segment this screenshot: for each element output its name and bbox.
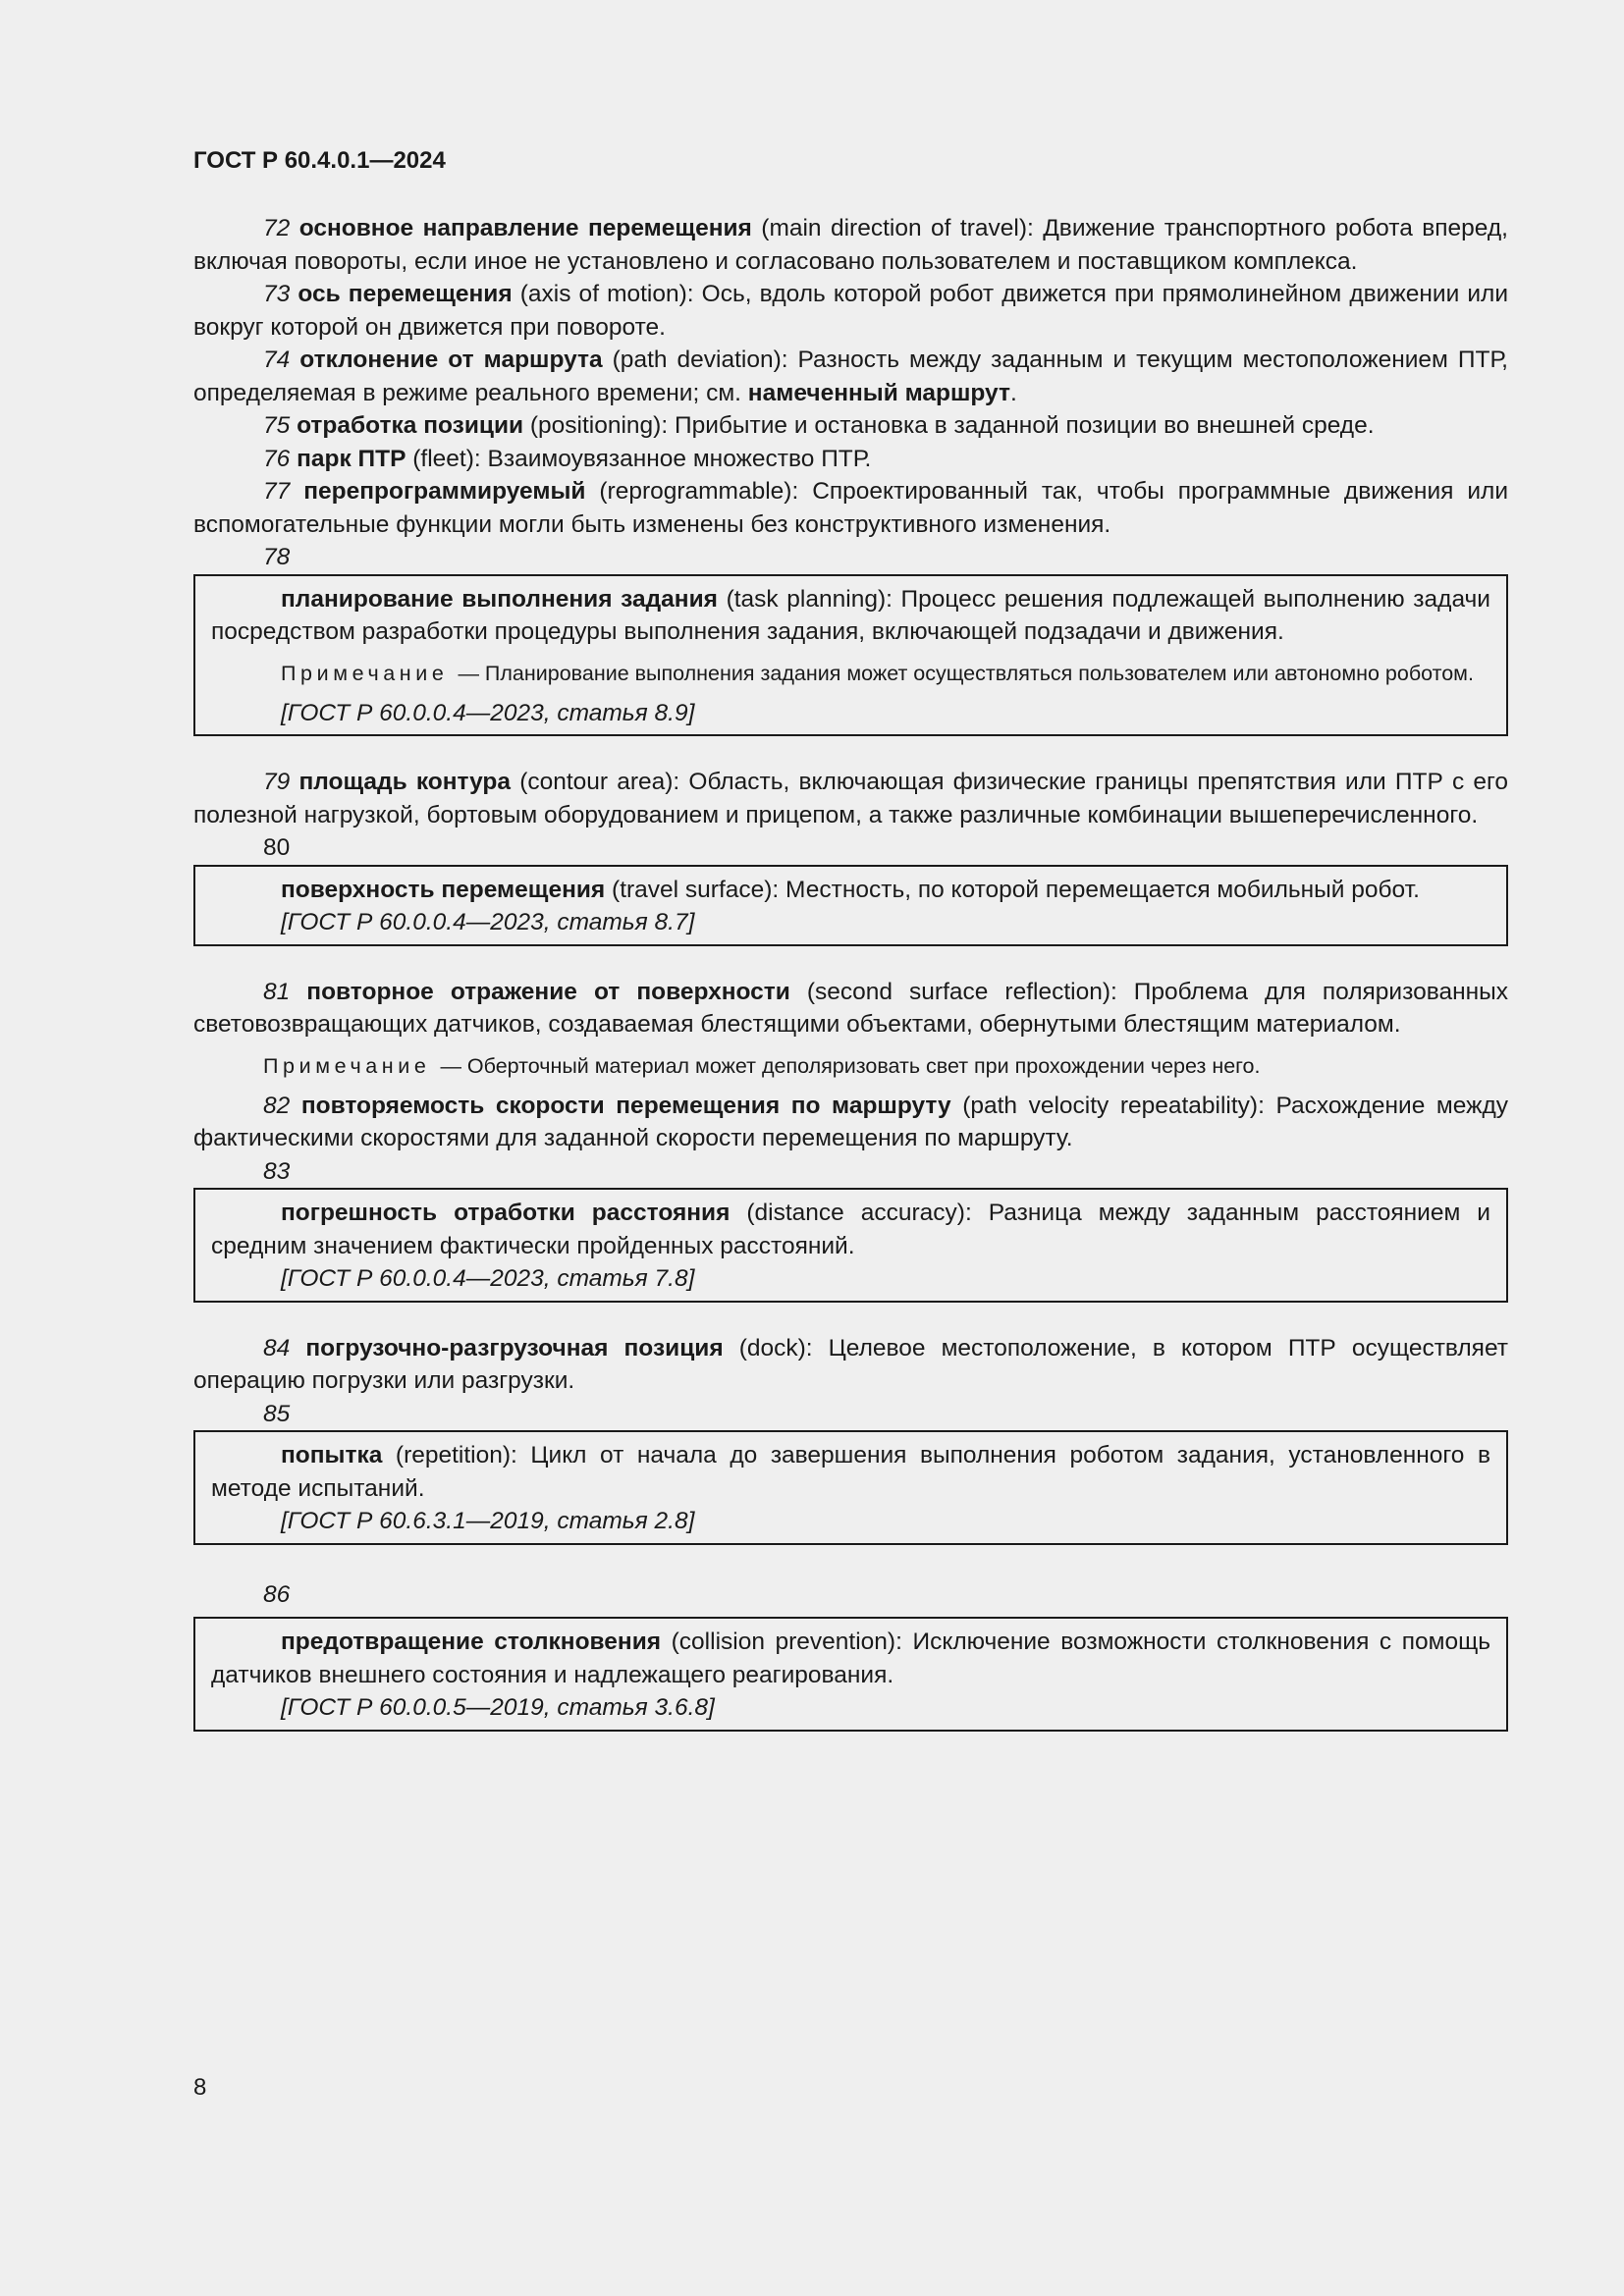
term-number: 77: [263, 478, 291, 505]
term-definition: (reprogrammable): Спроектированный так, чтобы программные движения или вспомогательные функции могли быть изменены без конструктивного изменения.: [193, 478, 1509, 538]
source-reference-86: [ГОСТ Р 60.0.0.5—2019, статья 3.6.8]: [281, 1694, 715, 1721]
term-title: отклонение от маршрута: [299, 347, 603, 373]
term-title: погрузочно-разгрузочная позиция: [305, 1334, 724, 1362]
term-number: 84: [263, 1334, 291, 1362]
term-title: основное направление перемещения: [298, 215, 752, 241]
term-number: 82: [263, 1092, 291, 1119]
term-title: перепрограммируемый: [303, 478, 586, 505]
term-box-85: [193, 1430, 1508, 1545]
term-number: 76: [263, 445, 291, 472]
term-definition: (path deviation): Разность между заданным и текущим местоположением ПТР, определяемая в режиме реального времени; см.: [193, 347, 1508, 406]
term-entry-82: [193, 1090, 1508, 1155]
term-definition: (main direction of travel): Движение транспортного робота вперед, включая повороты, если иное не установлено и согласовано пользователем и поставщиком комплекса.: [193, 215, 1508, 275]
term-title: погрешность отработки расстояния: [281, 1200, 731, 1226]
term-entry-84: [193, 1332, 1508, 1398]
spacer: [193, 961, 1508, 976]
term-title: попытка: [281, 1442, 383, 1468]
term-number: 72: [263, 215, 291, 241]
term-entry-86: [211, 1626, 1490, 1691]
term-definition: (repetition): Цикл от начала до завершения выполнения роботом задания, установленного в методе испытаний.: [211, 1442, 1490, 1502]
term-number-78: 78: [263, 544, 291, 570]
term-definition: (travel surface): Местность, по которой перемещается мобильный робот.: [605, 876, 1420, 903]
source-reference-78: [ГОСТ Р 60.0.0.4—2023, статья 8.9]: [281, 699, 695, 726]
term-title: предотвращение столкновения: [281, 1629, 662, 1655]
term-note-81: [193, 1051, 1508, 1082]
spacer: [193, 1317, 1508, 1332]
term-box-78: [193, 574, 1508, 737]
term-definition: (dock): Целевое местоположение, в котором ПТР осуществляет операцию погрузки или разгрузки.: [193, 1334, 1508, 1394]
term-entry-78: [211, 583, 1490, 649]
page-number: 8: [193, 2074, 207, 2101]
term-number-80: 80: [263, 834, 291, 861]
term-note-78: [211, 659, 1490, 689]
term-box-83: [193, 1188, 1508, 1303]
term-definition: (collision prevention): Исключение возможности столкновения с помощь датчиков внешнего состояния и надлежащего реагирования.: [211, 1629, 1491, 1688]
term-definition: (positioning): Прибытие и остановка в заданной позиции во внешней среде.: [523, 412, 1375, 439]
term-entry-74: [193, 344, 1508, 409]
term-definition: (distance accuracy): Разница между заданным расстоянием и средним значением фактически пройденных расстояний.: [211, 1200, 1490, 1259]
term-entry-79: [193, 766, 1508, 831]
term-title: отработка позиции: [297, 412, 524, 439]
term-entry-83: [211, 1197, 1490, 1262]
term-number-83: 83: [263, 1157, 291, 1185]
term-number: 74: [263, 347, 291, 373]
cross-reference: намеченный маршрут: [747, 379, 1010, 406]
source-reference-83: [ГОСТ Р 60.0.0.4—2023, статья 7.8]: [281, 1265, 695, 1292]
term-definition: (axis of motion): Ось, вдоль которой робот движется при прямолинейном движении или вокруг которой он движется при повороте.: [193, 281, 1509, 341]
term-number: 73: [263, 281, 291, 307]
term-title: парк ПТР: [297, 445, 406, 472]
term-entry-73: [193, 278, 1508, 344]
term-entry-75: [193, 409, 1508, 443]
standard-id-header: ГОСТ Р 60.4.0.1—2024: [193, 147, 446, 174]
note-label: Примечание: [281, 661, 449, 685]
term-definition-end: .: [1009, 379, 1017, 406]
term-entry-77: [193, 475, 1508, 541]
term-entry-80: [211, 874, 1490, 907]
document-page: [193, 145, 1508, 1746]
spacer: [193, 751, 1508, 766]
term-number-85: 85: [263, 1400, 291, 1427]
note-text: — Планирование выполнения задания может осуществляться пользователем или автономно роботом.: [458, 661, 1474, 685]
term-definition: (path velocity repeatability): Расхождение между фактическими скоростями для заданной скорости перемещения по маршруту.: [193, 1092, 1509, 1151]
term-number: 79: [263, 769, 291, 795]
term-title: поверхность перемещения: [281, 876, 606, 903]
term-definition: (second surface reflection): Проблема для поляризованных световозвращающих датчиков, создаваемая блестящими объектами, обернутыми блестящим материалом.: [193, 978, 1508, 1038]
term-title: повторное отражение от поверхности: [306, 978, 790, 1005]
term-number: 81: [263, 978, 291, 1005]
term-title: планирование выполнения задания: [281, 585, 718, 613]
term-definition: (contour area): Область, включающая физические границы препятствия или ПТР с его полезной нагрузкой, бортовым оборудованием и прицепом, а также различные комбинации вышеперечисленного.: [193, 769, 1509, 828]
term-title: площадь контура: [298, 769, 512, 795]
term-box-86: [193, 1617, 1508, 1732]
source-reference-85: [ГОСТ Р 60.6.3.1—2019, статья 2.8]: [281, 1508, 695, 1534]
source-reference-80: [ГОСТ Р 60.0.0.4—2023, статья 8.7]: [281, 909, 695, 935]
term-definition: (task planning): Процесс решения подлежащей выполнению задачи посредством разработки процедуры выполнения задания, включающей подзадачи и движения.: [211, 585, 1490, 645]
term-definition: (fleet): Взаимоувязанное множество ПТР.: [406, 445, 872, 472]
term-title: ось перемещения: [298, 281, 513, 307]
term-number: 75: [263, 412, 291, 439]
spacer: [193, 1560, 1508, 1575]
term-box-80: [193, 865, 1508, 946]
note-text: — Оберточный материал может деполяризовать свет при прохождении через него.: [440, 1053, 1261, 1078]
term-entry-76: [193, 443, 1508, 476]
term-entry-81: [193, 976, 1508, 1041]
term-entry-85: [211, 1439, 1490, 1505]
term-title: повторяемость скорости перемещения по маршруту: [300, 1092, 951, 1119]
term-number-86: 86: [263, 1580, 291, 1608]
term-entry-72: [193, 212, 1508, 278]
note-label: Примечание: [263, 1053, 431, 1078]
